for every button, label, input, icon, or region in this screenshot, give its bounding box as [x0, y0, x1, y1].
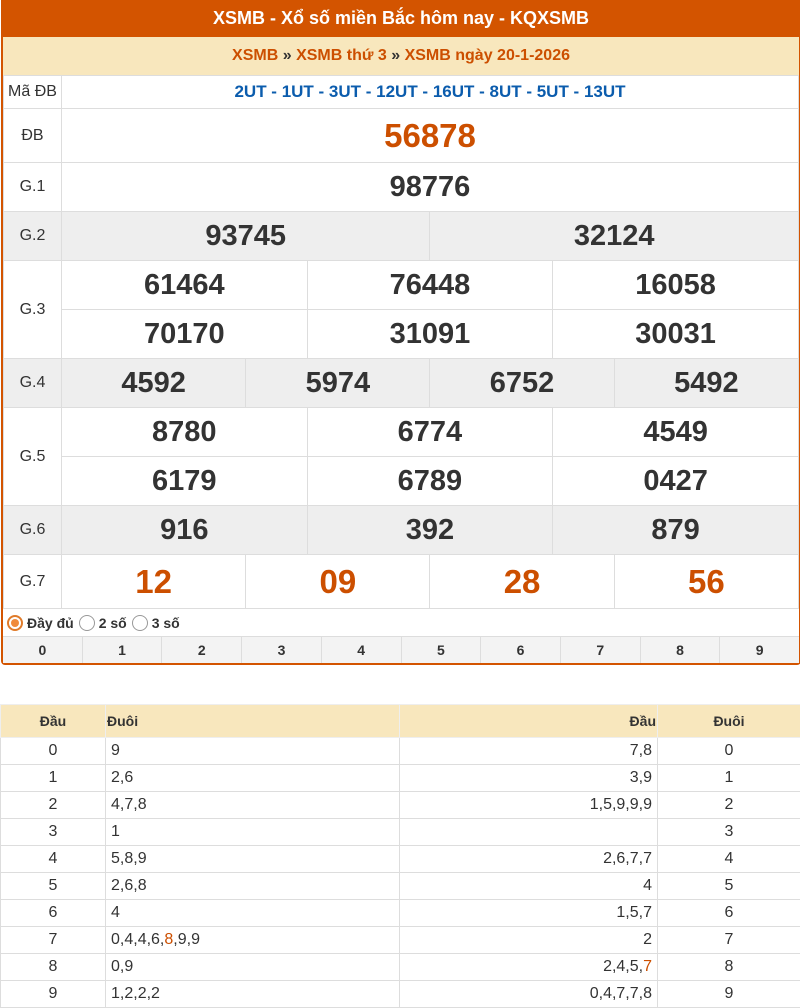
special-prize: 56878	[62, 109, 799, 163]
table-row	[1, 927, 800, 954]
tail-list: 4	[106, 900, 400, 927]
fifth-prize: 6774	[307, 408, 553, 457]
tail-digit: 9	[658, 981, 800, 1008]
col-header-dau: Đầu	[400, 705, 658, 738]
first-prize: 98776	[62, 163, 799, 212]
head-list: 1,5,7	[400, 900, 658, 927]
sixth-prize: 916	[62, 506, 308, 555]
tail-digit: 5	[658, 873, 800, 900]
fifth-prize: 0427	[553, 457, 799, 506]
sixth-prize: 392	[307, 506, 553, 555]
third-prize: 61464	[62, 261, 308, 310]
digit-filter-1[interactable]: 1	[83, 637, 163, 663]
second-prize: 93745	[62, 212, 430, 261]
breadcrumb-date-link[interactable]: XSMB ngày 20-1-2026	[405, 47, 570, 64]
head-list-part: 2,4,5,	[603, 958, 643, 975]
col-header-duoi: Đuôi	[658, 705, 800, 738]
table-row	[1, 981, 800, 1008]
breadcrumb-weekday-link[interactable]: XSMB thứ 3	[296, 47, 387, 64]
tail-list: 1,2,2,2	[106, 981, 400, 1008]
tail-digit: 8	[658, 954, 800, 981]
head-digit: 6	[1, 900, 106, 927]
tail-list-part: 0,4,4,6,	[111, 931, 164, 948]
tail-list: 0,9	[106, 954, 400, 981]
digit-filter-9[interactable]: 9	[720, 637, 799, 663]
display-options	[3, 609, 799, 637]
third-prize: 30031	[553, 310, 799, 359]
radio-two-digits[interactable]	[79, 615, 95, 631]
second-prize: 32124	[430, 212, 799, 261]
col-header-duoi: Đuôi	[106, 705, 400, 738]
head-digit: 8	[1, 954, 106, 981]
option-two-digits[interactable]	[79, 615, 127, 631]
breadcrumb-separator: »	[391, 47, 400, 64]
head-digit: 1	[1, 765, 106, 792]
option-two-label: 2 số	[99, 615, 127, 631]
madb-label: Mã ĐB	[4, 76, 62, 109]
tail-list: 1	[106, 819, 400, 846]
head-list: 2	[400, 927, 658, 954]
fifth-prize: 6789	[307, 457, 553, 506]
digit-filter-0[interactable]: 0	[3, 637, 83, 663]
option-three-label: 3 số	[152, 615, 180, 631]
table-row	[1, 738, 800, 765]
third-prize: 16058	[553, 261, 799, 310]
head-list: 7,8	[400, 738, 658, 765]
head-digit: 0	[1, 738, 106, 765]
digit-filter-bar	[3, 637, 799, 663]
table-row	[1, 846, 800, 873]
third-prize: 76448	[307, 261, 553, 310]
head-list: 3,9	[400, 765, 658, 792]
g6-label: G.6	[4, 506, 62, 555]
fourth-prize: 4592	[62, 359, 246, 408]
page-title: XSMB - Xổ số miền Bắc hôm nay - KQXSMB	[1, 0, 800, 37]
tail-digit: 4	[658, 846, 800, 873]
tail-digit: 7	[658, 927, 800, 954]
head-list: 0,4,7,7,8	[400, 981, 658, 1008]
head-digit: 3	[1, 819, 106, 846]
tail-digit: 0	[658, 738, 800, 765]
tail-list: 2,6	[106, 765, 400, 792]
head-digit: 2	[1, 792, 106, 819]
option-full[interactable]	[7, 615, 74, 631]
option-full-label: Đầy đủ	[27, 615, 74, 631]
tail-list: 9	[106, 738, 400, 765]
table-row	[1, 819, 800, 846]
g7-label: G.7	[4, 555, 62, 609]
table-row	[1, 792, 800, 819]
breadcrumb-xsmb-link[interactable]: XSMB	[232, 47, 278, 64]
seventh-prize: 56	[614, 555, 798, 609]
seventh-prize: 28	[430, 555, 614, 609]
seventh-prize: 09	[246, 555, 430, 609]
madb-value: 2UT - 1UT - 3UT - 12UT - 16UT - 8UT - 5UT - 13UT	[62, 76, 799, 109]
tail-list-part: ,9,9	[173, 931, 200, 948]
tail-list: 4,7,8	[106, 792, 400, 819]
table-row	[1, 954, 800, 981]
head-list: 2,6,7,7	[400, 846, 658, 873]
head-list: 4	[400, 873, 658, 900]
g4-label: G.4	[4, 359, 62, 408]
head-digit: 5	[1, 873, 106, 900]
digit-filter-6[interactable]: 6	[481, 637, 561, 663]
breadcrumb	[3, 37, 799, 75]
digit-filter-2[interactable]: 2	[162, 637, 242, 663]
fourth-prize: 5492	[614, 359, 798, 408]
head-digit: 9	[1, 981, 106, 1008]
radio-three-digits[interactable]	[132, 615, 148, 631]
radio-full[interactable]	[7, 615, 23, 631]
fifth-prize: 8780	[62, 408, 308, 457]
fifth-prize: 4549	[553, 408, 799, 457]
digit-filter-5[interactable]: 5	[402, 637, 482, 663]
tail-highlight: 8	[164, 931, 173, 948]
table-row	[1, 765, 800, 792]
tail-digit: 2	[658, 792, 800, 819]
head-list	[400, 819, 658, 846]
tail-list	[106, 927, 400, 954]
digit-filter-4[interactable]: 4	[322, 637, 402, 663]
head-digit: 7	[1, 927, 106, 954]
tail-digit: 1	[658, 765, 800, 792]
head-digit: 4	[1, 846, 106, 873]
option-three-digits[interactable]	[132, 615, 180, 631]
tail-list: 2,6,8	[106, 873, 400, 900]
tail-digit: 3	[658, 819, 800, 846]
loto-head-tail-table	[0, 704, 800, 1008]
head-highlight: 7	[643, 958, 652, 975]
seventh-prize: 12	[62, 555, 246, 609]
table-row	[1, 900, 800, 927]
g3-label: G.3	[4, 261, 62, 359]
head-list	[400, 954, 658, 981]
col-header-dau: Đầu	[1, 705, 106, 738]
head-list: 1,5,9,9,9	[400, 792, 658, 819]
db-label: ĐB	[4, 109, 62, 163]
results-table	[3, 75, 799, 609]
result-box	[1, 0, 800, 665]
digit-filter-8[interactable]: 8	[641, 637, 721, 663]
fourth-prize: 6752	[430, 359, 614, 408]
table-row	[1, 873, 800, 900]
g1-label: G.1	[4, 163, 62, 212]
third-prize: 70170	[62, 310, 308, 359]
digit-filter-3[interactable]: 3	[242, 637, 322, 663]
third-prize: 31091	[307, 310, 553, 359]
g2-label: G.2	[4, 212, 62, 261]
fourth-prize: 5974	[246, 359, 430, 408]
fifth-prize: 6179	[62, 457, 308, 506]
tail-digit: 6	[658, 900, 800, 927]
sixth-prize: 879	[553, 506, 799, 555]
digit-filter-7[interactable]: 7	[561, 637, 641, 663]
g5-label: G.5	[4, 408, 62, 506]
tail-list: 5,8,9	[106, 846, 400, 873]
breadcrumb-separator: »	[283, 47, 292, 64]
